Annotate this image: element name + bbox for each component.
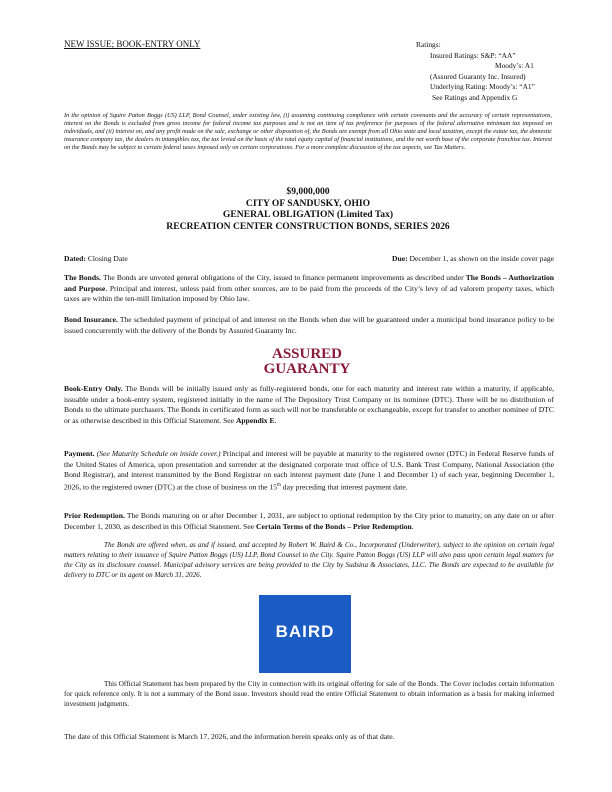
bonds-ref: The Bonds – Authorization and Purpose xyxy=(64,273,554,293)
bond-series: RECREATION CENTER CONSTRUCTION BONDS, SERIES 2026 xyxy=(166,220,450,232)
bond-type: GENERAL OBLIGATION (Limited Tax) xyxy=(222,209,394,220)
issue-type: NEW ISSUE; BOOK-ENTRY ONLY xyxy=(64,39,201,49)
statement-date: The date of this Official Statement is March 17, 2026, and the information herein speaks only as of that date. xyxy=(64,732,395,741)
book-entry-lead: Book-Entry Only. xyxy=(64,384,123,393)
issuer-name: CITY OF SANDUSKY, OHIO xyxy=(245,197,371,209)
bond-amount: $9,000,000 xyxy=(286,186,330,197)
redemption-paragraph: Prior Redemption. The Bonds maturing on or after December 1, 2031, are subject to optional redemption by the City prior to maturity, on any date on or after December 1, 2030, as described in this Official Statement. See Certain Terms of the Bonds – Prior Redemption. xyxy=(64,511,554,531)
payment-text-b: day preceding that interest payment date. xyxy=(280,482,408,492)
ratings-heading: Ratings: xyxy=(416,40,441,49)
bonds-text-a: The Bonds are unvoted general obligations of the City, issued to finance permanent improvements as described under xyxy=(102,273,464,282)
rating-underlying: Underlying Rating: Moody’s: “A1” xyxy=(430,82,535,91)
offering-text: The Bonds are offered when, as and if issued, and accepted by Robert W. Baird & Co., Incorporated (Underwriter), subject to the opinion on certain legal matters relating to their issuance of Squire Patton Boggs (US) LLP, Bond Counsel to the City. Squire Patton Boggs (US) LLP will also pass upon certain legal matters for the City as its disclosure counsel. Municipal advisory services are being provided to the City by Sudsina & Associates, LLC. The Bonds are expected to be available for delivery to DTC or its agent on March 31, 2026. xyxy=(64,541,554,579)
book-entry-text: The Bonds will be initially issued only as fully-registered bonds, one for each maturity and interest rate within a maturity, if applicable, issuable under a book-entry system, registered initially in the name of The Depository Trust Company or its nominee (DTC). There will be no distribution of Bonds to the ultimate purchasers. The Bonds in certificated form as such will not be transferable or exchangeable, except for transfer to another nominee of DTC or as otherwise described in this Official Statement. See xyxy=(64,384,555,425)
bonds-lead: The Bonds. xyxy=(64,273,101,282)
payment-paragraph xyxy=(64,449,554,493)
dated-line xyxy=(64,254,128,263)
due-value: December 1, as shown on the inside cover page xyxy=(409,254,554,263)
dated-label: Dated: xyxy=(64,254,86,263)
rating-insured-note: (Assured Guaranty Inc. Insured) xyxy=(430,71,526,81)
book-entry-ref: Appendix E xyxy=(235,415,275,425)
logo-line-1: ASSURED xyxy=(271,346,343,362)
official-statement-paragraph xyxy=(64,679,554,709)
insurance-paragraph xyxy=(64,315,554,336)
bonds-paragraph xyxy=(64,273,554,305)
payment-lead: Payment. xyxy=(64,449,95,458)
book-entry-paragraph: Book-Entry Only. The Bonds will be initially issued only as fully-registered bonds, one for each maturity and interest rate within a maturity, if applicable, issuable under a book-entry system, registered initially in the name of The Depository Trust Company or its nominee (DTC). There will be no distribution of Bonds to the ultimate purchasers. The Bonds in certificated form as such will not be transferable or exchangeable, except for transfer to another nominee of DTC or as otherwise described in this Official Statement. See Appendix E. xyxy=(64,384,555,425)
logo-line-2: GUARANTY xyxy=(263,361,351,375)
insurance-text: The scheduled payment of principal of and interest on the Bonds when due will be guaranteed under a municipal bond insurance policy to be issued concurrently with the delivery of the Bonds by Assured Guaranty Inc. xyxy=(64,315,554,335)
payment-sup: th xyxy=(277,482,281,488)
ratings-block xyxy=(416,40,535,103)
tax-opinion: In the opinion of Squire Patton Boggs (US) LLP, Bond Counsel, under existing law, (i) assuming continuing compliance with certain covenants and the accuracy of certain representations, interest on the Bonds is excluded from gross income for federal income tax purposes and is not an item of tax preference for purposes of the federal alternative minimum tax imposed on individuals, and (ii) interest on, and any profit made on the sale, exchange or other disposition of, the Bonds are exempt from all Ohio state and local taxation, except the estate tax, the domestic insurance company tax, the dealers in intangibles tax, the tax levied on the basis of the total equity capital of financial institutions, and the net worth base of the corporate franchise tax. Interest on the Bonds may be subject to certain federal taxes imposed only on certain corporations. For a more complete discussion of the tax aspects, see Tax Matters. xyxy=(64,112,552,151)
official-statement-text: This Official Statement has been prepared by the City in connection with its original offering for sale of the Bonds. The Cover includes certain information for quick reference only. It is not a summary of the Bond issue. Investors should read the entire Official Statement to obtain information as a basis for making informed investment judgments. xyxy=(64,680,554,709)
baird-logo-text: BAIRD xyxy=(275,622,335,641)
redemption-lead: Prior Redemption. xyxy=(64,511,125,520)
baird-logo xyxy=(259,595,351,673)
rating-moodys: Moody’s: A1 xyxy=(495,61,534,70)
dated-value: Closing Date xyxy=(87,254,128,263)
insurance-lead: Bond Insurance. xyxy=(64,315,118,324)
rating-sp: Insured Ratings: S&P: “AA” xyxy=(430,50,516,60)
assured-guaranty-logo xyxy=(256,345,358,375)
offering-paragraph xyxy=(64,540,554,580)
payment-text-a: Principal and interest will be payable at maturity to the registered owner (DTC) in Federal Reserve funds of the United States of America, upon presentation and surrender at the designated corporate trust office of U.S. Bank Trust Company, National Association (the Bond Registrar), and interest transmitted by the Bond Registrar on each interest payment date (June 1 and December 1) of each year, beginning December 1, 2026, to the registered owner (DTC) at the close of business on the 15 xyxy=(64,449,554,492)
due-line xyxy=(392,254,554,263)
payment-note: (See Maturity Schedule on inside cover.) xyxy=(96,449,221,458)
rating-see-ref: See Ratings and Appendix G xyxy=(432,92,518,102)
due-label: Due: xyxy=(392,254,408,263)
redemption-text: The Bonds maturing on or after December 1, 2031, are subject to optional redemption by the City prior to maturity, on any date on or after December 1, 2030, as described in this Official Statement. See xyxy=(64,511,554,531)
redemption-ref: Certain Terms of the Bonds – Prior Redemption xyxy=(255,521,412,531)
bonds-text-b: . Principal and interest, unless paid from other sources, are to be paid from the proceeds of the City’s levy of ad valorem property taxes, which taxes are within the ten-mill limitation imposed by Ohio law. xyxy=(64,283,554,304)
bond-title xyxy=(64,186,552,232)
